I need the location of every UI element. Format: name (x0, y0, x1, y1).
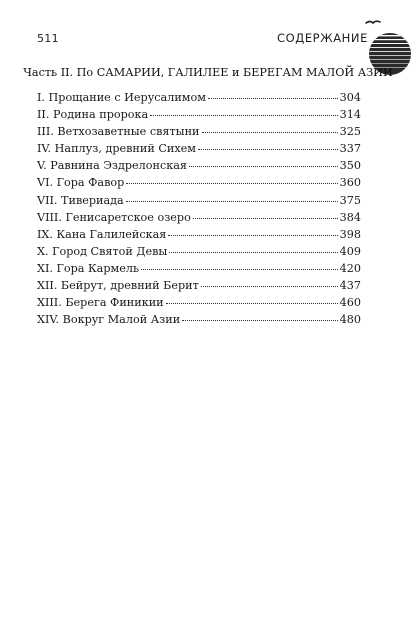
toc-entry (37, 159, 361, 176)
toc-dot-leader (169, 252, 337, 253)
toc-entry-title: IV. Наплуз, древний Сихем (37, 142, 196, 156)
toc-entry-page: 420 (339, 261, 361, 275)
toc-entry-title: III. Ветхозаветные святыни (37, 125, 200, 139)
toc-entry-page: 480 (339, 313, 361, 327)
toc-entry-title: VII. Тивериада (37, 193, 124, 207)
toc-entry (37, 313, 361, 330)
toc-dot-leader (168, 235, 337, 236)
toc-entry (37, 279, 361, 296)
toc-entry-title: II. Родина пророка (37, 108, 149, 122)
toc-entry (37, 108, 361, 125)
toc-entry-page: 398 (339, 227, 361, 241)
toc-dot-leader (208, 98, 338, 99)
toc-entry-title: XII. Бейрут, древний Берит (37, 279, 199, 293)
table-of-contents (37, 91, 361, 330)
page-number: 511 (37, 32, 59, 45)
toc-entry (37, 176, 361, 193)
toc-dot-leader (201, 286, 338, 287)
toc-entry-title: XI. Гора Кармель (37, 261, 140, 275)
part-title: Часть II. По САМАРИИ, ГАЛИЛЕЕ и БЕРЕГАМ МАЛОЙ АЗИИ (23, 66, 393, 79)
toc-entry-page: 337 (339, 142, 361, 156)
toc-entry (37, 211, 361, 228)
toc-dot-leader (141, 269, 338, 270)
toc-entry-page: 304 (339, 91, 361, 104)
toc-dot-leader (150, 115, 337, 116)
toc-dot-leader (189, 166, 338, 167)
toc-entry (37, 296, 361, 313)
toc-entry-title: XIII. Берега Финикии (37, 296, 164, 310)
toc-dot-leader (202, 132, 338, 133)
toc-entry-title: I. Прощание с Иерусалимом (37, 91, 206, 104)
toc-entry-page: 409 (339, 244, 361, 258)
toc-entry-page: 350 (339, 159, 361, 173)
toc-entry (37, 91, 361, 108)
toc-entry-title: VI. Гора Фавор (37, 176, 125, 190)
toc-dot-leader (126, 183, 337, 184)
toc-entry-page: 325 (339, 125, 361, 139)
toc-entry-page: 375 (339, 193, 361, 207)
toc-entry-page: 460 (339, 296, 361, 310)
toc-entry (37, 228, 361, 245)
toc-entry (37, 125, 361, 142)
toc-entry-title: XIV. Вокруг Малой Азии (37, 313, 181, 327)
toc-entry-title: V. Равнина Эздрелонская (37, 159, 187, 173)
toc-dot-leader (198, 149, 338, 150)
toc-entry (37, 245, 361, 262)
toc-entry-page: 360 (339, 176, 361, 190)
toc-entry-page: 437 (339, 279, 361, 293)
toc-entry (37, 262, 361, 279)
toc-dot-leader (193, 218, 338, 219)
toc-entry-title: IX. Кана Галилейская (37, 227, 167, 241)
toc-entry (37, 142, 361, 159)
toc-entry-page: 314 (339, 108, 361, 122)
toc-dot-leader (126, 201, 338, 202)
toc-entry-title: VIII. Генисаретское озеро (37, 210, 191, 224)
toc-dot-leader (166, 303, 338, 304)
toc-dot-leader (182, 320, 337, 321)
toc-entry-page: 384 (339, 210, 361, 224)
toc-entry (37, 194, 361, 211)
section-name: СОДЕРЖАНИЕ (276, 31, 368, 45)
toc-entry-title: X. Город Святой Девы (37, 244, 168, 258)
